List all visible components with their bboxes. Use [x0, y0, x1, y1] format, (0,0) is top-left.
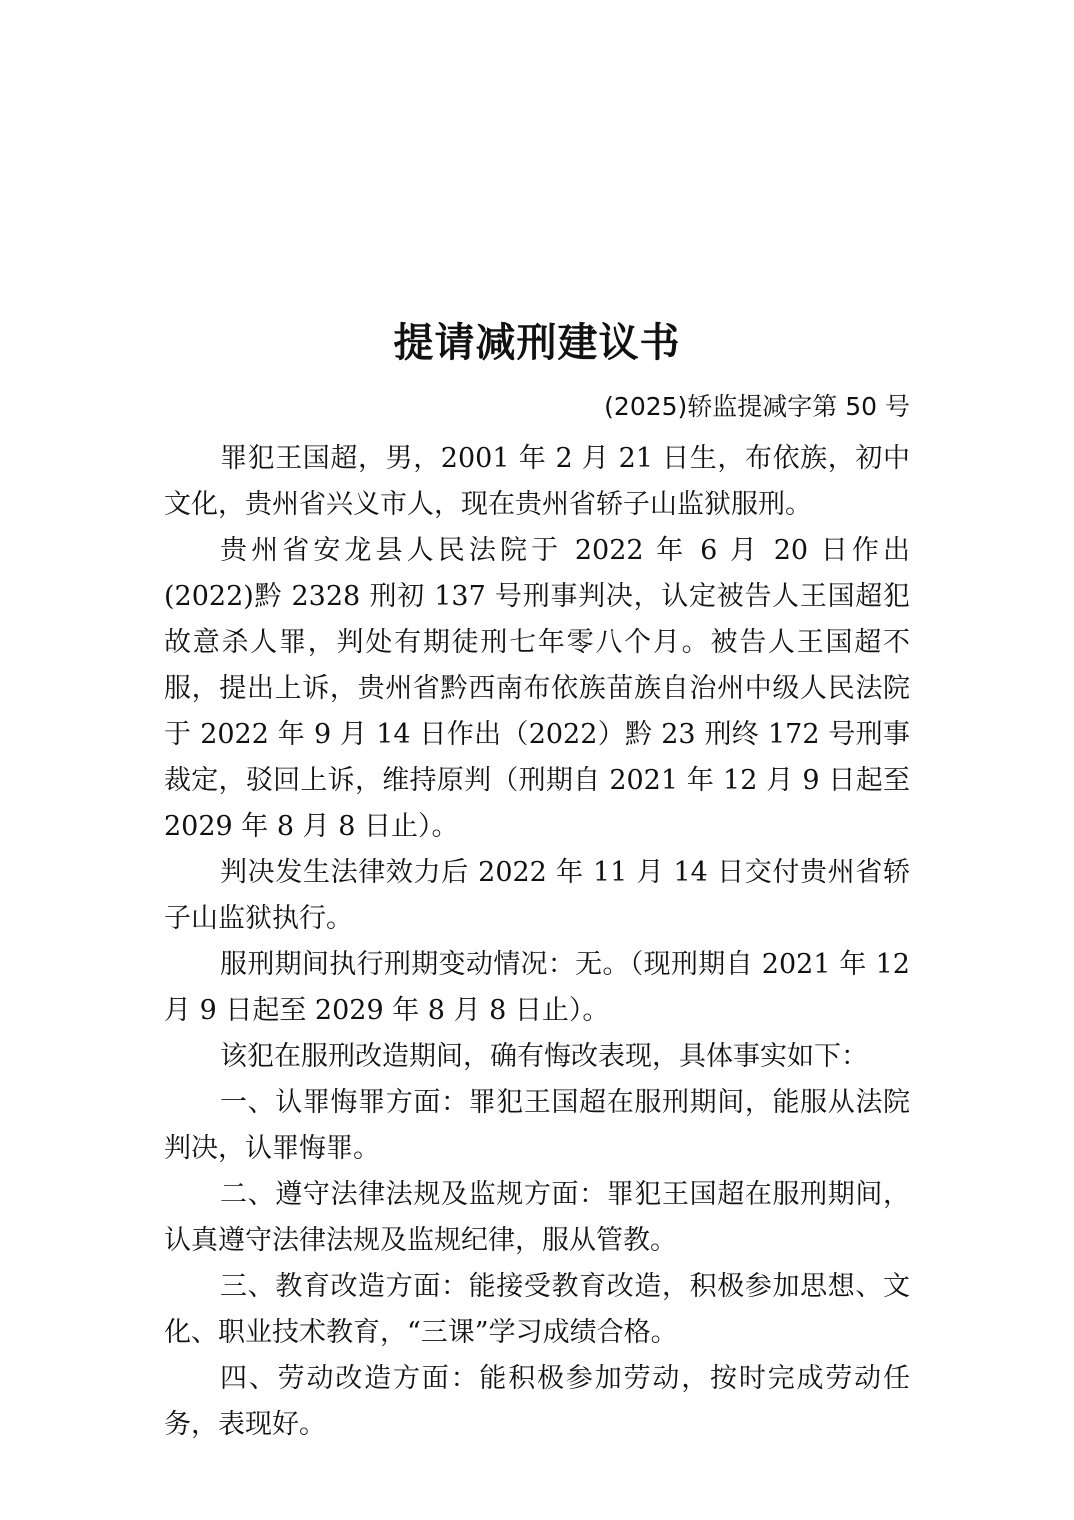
- document-title: 提请减刑建议书: [393, 319, 681, 366]
- document-number: (2025)轿监提减字第 50 号: [604, 392, 910, 421]
- paragraph-delivery: 判决发生法律效力后 2022 年 11 月 14 日交付贵州省轿子山监狱执行。: [164, 857, 910, 934]
- paragraph-sentence-changes: 服刑期间执行刑期变动情况：无。（现刑期自 2021 年 12 月 9 日起至 2029 年 8 月 8 日止）。: [164, 949, 910, 1026]
- paragraph-law-compliance: 二、遵守法律法规及监规方面：罪犯王国超在服刑期间，认真遵守法律法规及监规纪律，服从管教。: [164, 1179, 910, 1256]
- document-body: [164, 436, 910, 1448]
- paragraph-criminal-info: 罪犯王国超，男，2001 年 2 月 21 日生，布依族，初中文化，贵州省兴义市人，现在贵州省轿子山监狱服刑。: [164, 443, 910, 520]
- paragraph-judgment: 贵州省安龙县人民法院于 2022 年 6 月 20 日作出(2022)黔 2328 刑初 137 号刑事判决，认定被告人王国超犯故意杀人罪，判处有期徒刑七年零八个月。被告人王国超不服，提出上诉，贵州省黔西南布依族苗族自治州中级人民法院于 2022 年 9 月 14 日作出（2022）黔 23 刑终 172 号刑事裁定，驳回上诉，维持原判（刑期自 2021 年 12 月 9 日起至 2029 年 8 月 8 日止）。: [164, 535, 910, 842]
- paragraph-reform-intro: 该犯在服刑改造期间，确有悔改表现，具体事实如下：: [220, 1041, 868, 1072]
- paragraph-education: 三、教育改造方面：能接受教育改造，积极参加思想、文化、职业技术教育，“三课”学习成绩合格。: [164, 1271, 910, 1348]
- paragraph-labor: 四、劳动改造方面：能积极参加劳动，按时完成劳动任务，表现好。: [164, 1363, 910, 1440]
- paragraph-repentance: 一、认罪悔罪方面：罪犯王国超在服刑期间，能服从法院判决，认罪悔罪。: [164, 1087, 910, 1164]
